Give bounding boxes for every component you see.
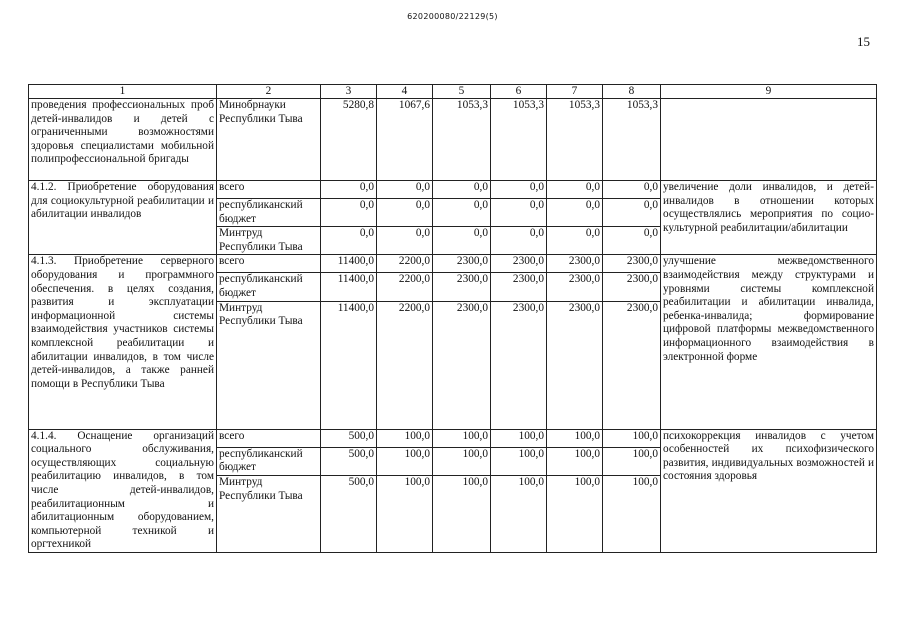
amount-cell: 2200,0 — [377, 273, 433, 301]
column-header: 4 — [377, 85, 433, 99]
amount-cell: 0,0 — [377, 199, 433, 227]
funding-source-cell: всего — [217, 255, 321, 273]
table-row — [29, 99, 877, 181]
amount-cell: 0,0 — [377, 181, 433, 199]
column-header: 1 — [29, 85, 217, 99]
amount-cell: 1053,3 — [433, 99, 491, 181]
program-table — [28, 84, 877, 553]
amount-cell: 2300,0 — [491, 273, 547, 301]
amount-cell: 1053,3 — [547, 99, 603, 181]
amount-cell: 1053,3 — [491, 99, 547, 181]
table-row — [29, 255, 877, 273]
column-header: 9 — [661, 85, 877, 99]
amount-cell: 1053,3 — [603, 99, 661, 181]
expected-result-cell: психокоррекция инвалидов с учетом особенностей их психофизического развития, индивидуальных возможностей и состояния здоровья — [661, 429, 877, 552]
amount-cell: 2300,0 — [603, 273, 661, 301]
column-header: 7 — [547, 85, 603, 99]
column-header: 5 — [433, 85, 491, 99]
amount-cell: 100,0 — [433, 447, 491, 475]
amount-cell: 500,0 — [321, 447, 377, 475]
amount-cell: 0,0 — [547, 227, 603, 255]
funding-source-cell: республиканский бюджет — [217, 199, 321, 227]
amount-cell: 0,0 — [321, 227, 377, 255]
amount-cell: 0,0 — [547, 199, 603, 227]
table-header-row — [29, 85, 877, 99]
table-row — [29, 429, 877, 447]
amount-cell: 5280,8 — [321, 99, 377, 181]
amount-cell: 0,0 — [603, 227, 661, 255]
amount-cell: 2200,0 — [377, 255, 433, 273]
column-header: 6 — [491, 85, 547, 99]
amount-cell: 0,0 — [433, 181, 491, 199]
amount-cell: 100,0 — [491, 447, 547, 475]
expected-result-cell: улучшение межведомственного взаимодействия между структурами и уровнями системы комплексной реабилитации и абилитации инвалида, ребенка-инвалида; формирование цифровой платформы межведомственного информационного взаимодействия в электронной форме — [661, 255, 877, 429]
document-id: 620200080/22129(5) — [407, 12, 498, 21]
expected-result-cell: увеличение доли инвалидов, и детей-инвалидов в отношении которых осуществлялись мероприятия по социо-культурной реабилитации/абилитации — [661, 181, 877, 255]
amount-cell: 2300,0 — [433, 301, 491, 429]
amount-cell: 100,0 — [547, 429, 603, 447]
amount-cell: 100,0 — [547, 476, 603, 553]
amount-cell: 0,0 — [491, 181, 547, 199]
activity-cell: проведения профессиональных проб детей-инвалидов и детей с ограниченными возможностями здоровья специалистами мобильной полипрофессиональной бригады — [29, 99, 217, 181]
amount-cell: 0,0 — [603, 181, 661, 199]
amount-cell: 2300,0 — [547, 273, 603, 301]
funding-source-cell: республиканский бюджет — [217, 273, 321, 301]
amount-cell: 11400,0 — [321, 301, 377, 429]
amount-cell: 100,0 — [377, 429, 433, 447]
amount-cell: 100,0 — [547, 447, 603, 475]
funding-source-cell: Минобрнауки Республики Тыва — [217, 99, 321, 181]
activity-cell: 4.1.4. Оснащение организаций социального обслуживания, осуществляющих социальную реабилитацию инвалидов, в том числе детей-инвалидов, реабилитационным и абилитационным оборудованием, компьютерной техникой и оргтехникой — [29, 429, 217, 552]
expected-result-cell — [661, 99, 877, 181]
amount-cell: 500,0 — [321, 429, 377, 447]
amount-cell: 2300,0 — [603, 255, 661, 273]
amount-cell: 100,0 — [377, 447, 433, 475]
amount-cell: 2300,0 — [433, 255, 491, 273]
amount-cell: 100,0 — [491, 429, 547, 447]
funding-source-cell: Минтруд Республики Тыва — [217, 227, 321, 255]
column-header: 2 — [217, 85, 321, 99]
column-header: 8 — [603, 85, 661, 99]
funding-source-cell: Минтруд Республики Тыва — [217, 301, 321, 429]
amount-cell: 100,0 — [603, 447, 661, 475]
amount-cell: 100,0 — [603, 476, 661, 553]
amount-cell: 2300,0 — [547, 255, 603, 273]
table-row — [29, 181, 877, 199]
amount-cell: 2300,0 — [547, 301, 603, 429]
amount-cell: 0,0 — [321, 199, 377, 227]
amount-cell: 100,0 — [377, 476, 433, 553]
amount-cell: 2300,0 — [603, 301, 661, 429]
amount-cell: 0,0 — [433, 227, 491, 255]
funding-source-cell: республиканский бюджет — [217, 447, 321, 475]
amount-cell: 0,0 — [491, 227, 547, 255]
amount-cell: 2300,0 — [491, 301, 547, 429]
amount-cell: 1067,6 — [377, 99, 433, 181]
amount-cell: 0,0 — [603, 199, 661, 227]
amount-cell: 100,0 — [433, 476, 491, 553]
amount-cell: 11400,0 — [321, 273, 377, 301]
amount-cell: 100,0 — [491, 476, 547, 553]
amount-cell: 0,0 — [377, 227, 433, 255]
funding-source-cell: всего — [217, 181, 321, 199]
amount-cell: 2200,0 — [377, 301, 433, 429]
column-header: 3 — [321, 85, 377, 99]
amount-cell: 2300,0 — [491, 255, 547, 273]
funding-source-cell: Минтруд Республики Тыва — [217, 476, 321, 553]
page-number: 15 — [857, 34, 870, 49]
amount-cell: 2300,0 — [433, 273, 491, 301]
amount-cell: 100,0 — [603, 429, 661, 447]
amount-cell: 11400,0 — [321, 255, 377, 273]
activity-cell: 4.1.2. Приобретение оборудования для социокультурной реабилитации и абилитации инвалидов — [29, 181, 217, 255]
amount-cell: 500,0 — [321, 476, 377, 553]
amount-cell: 100,0 — [433, 429, 491, 447]
amount-cell: 0,0 — [321, 181, 377, 199]
amount-cell: 0,0 — [491, 199, 547, 227]
funding-source-cell: всего — [217, 429, 321, 447]
amount-cell: 0,0 — [547, 181, 603, 199]
amount-cell: 0,0 — [433, 199, 491, 227]
activity-cell: 4.1.3. Приобретение серверного оборудования и программного обеспечения. в целях создания, развития и эксплуатации информационной системы взаимодействия участников системы комплексной реабилитации и абилитации инвалидов, в том числе детей-инвалидов, а также ранней помощи в Республики Тыва — [29, 255, 217, 429]
